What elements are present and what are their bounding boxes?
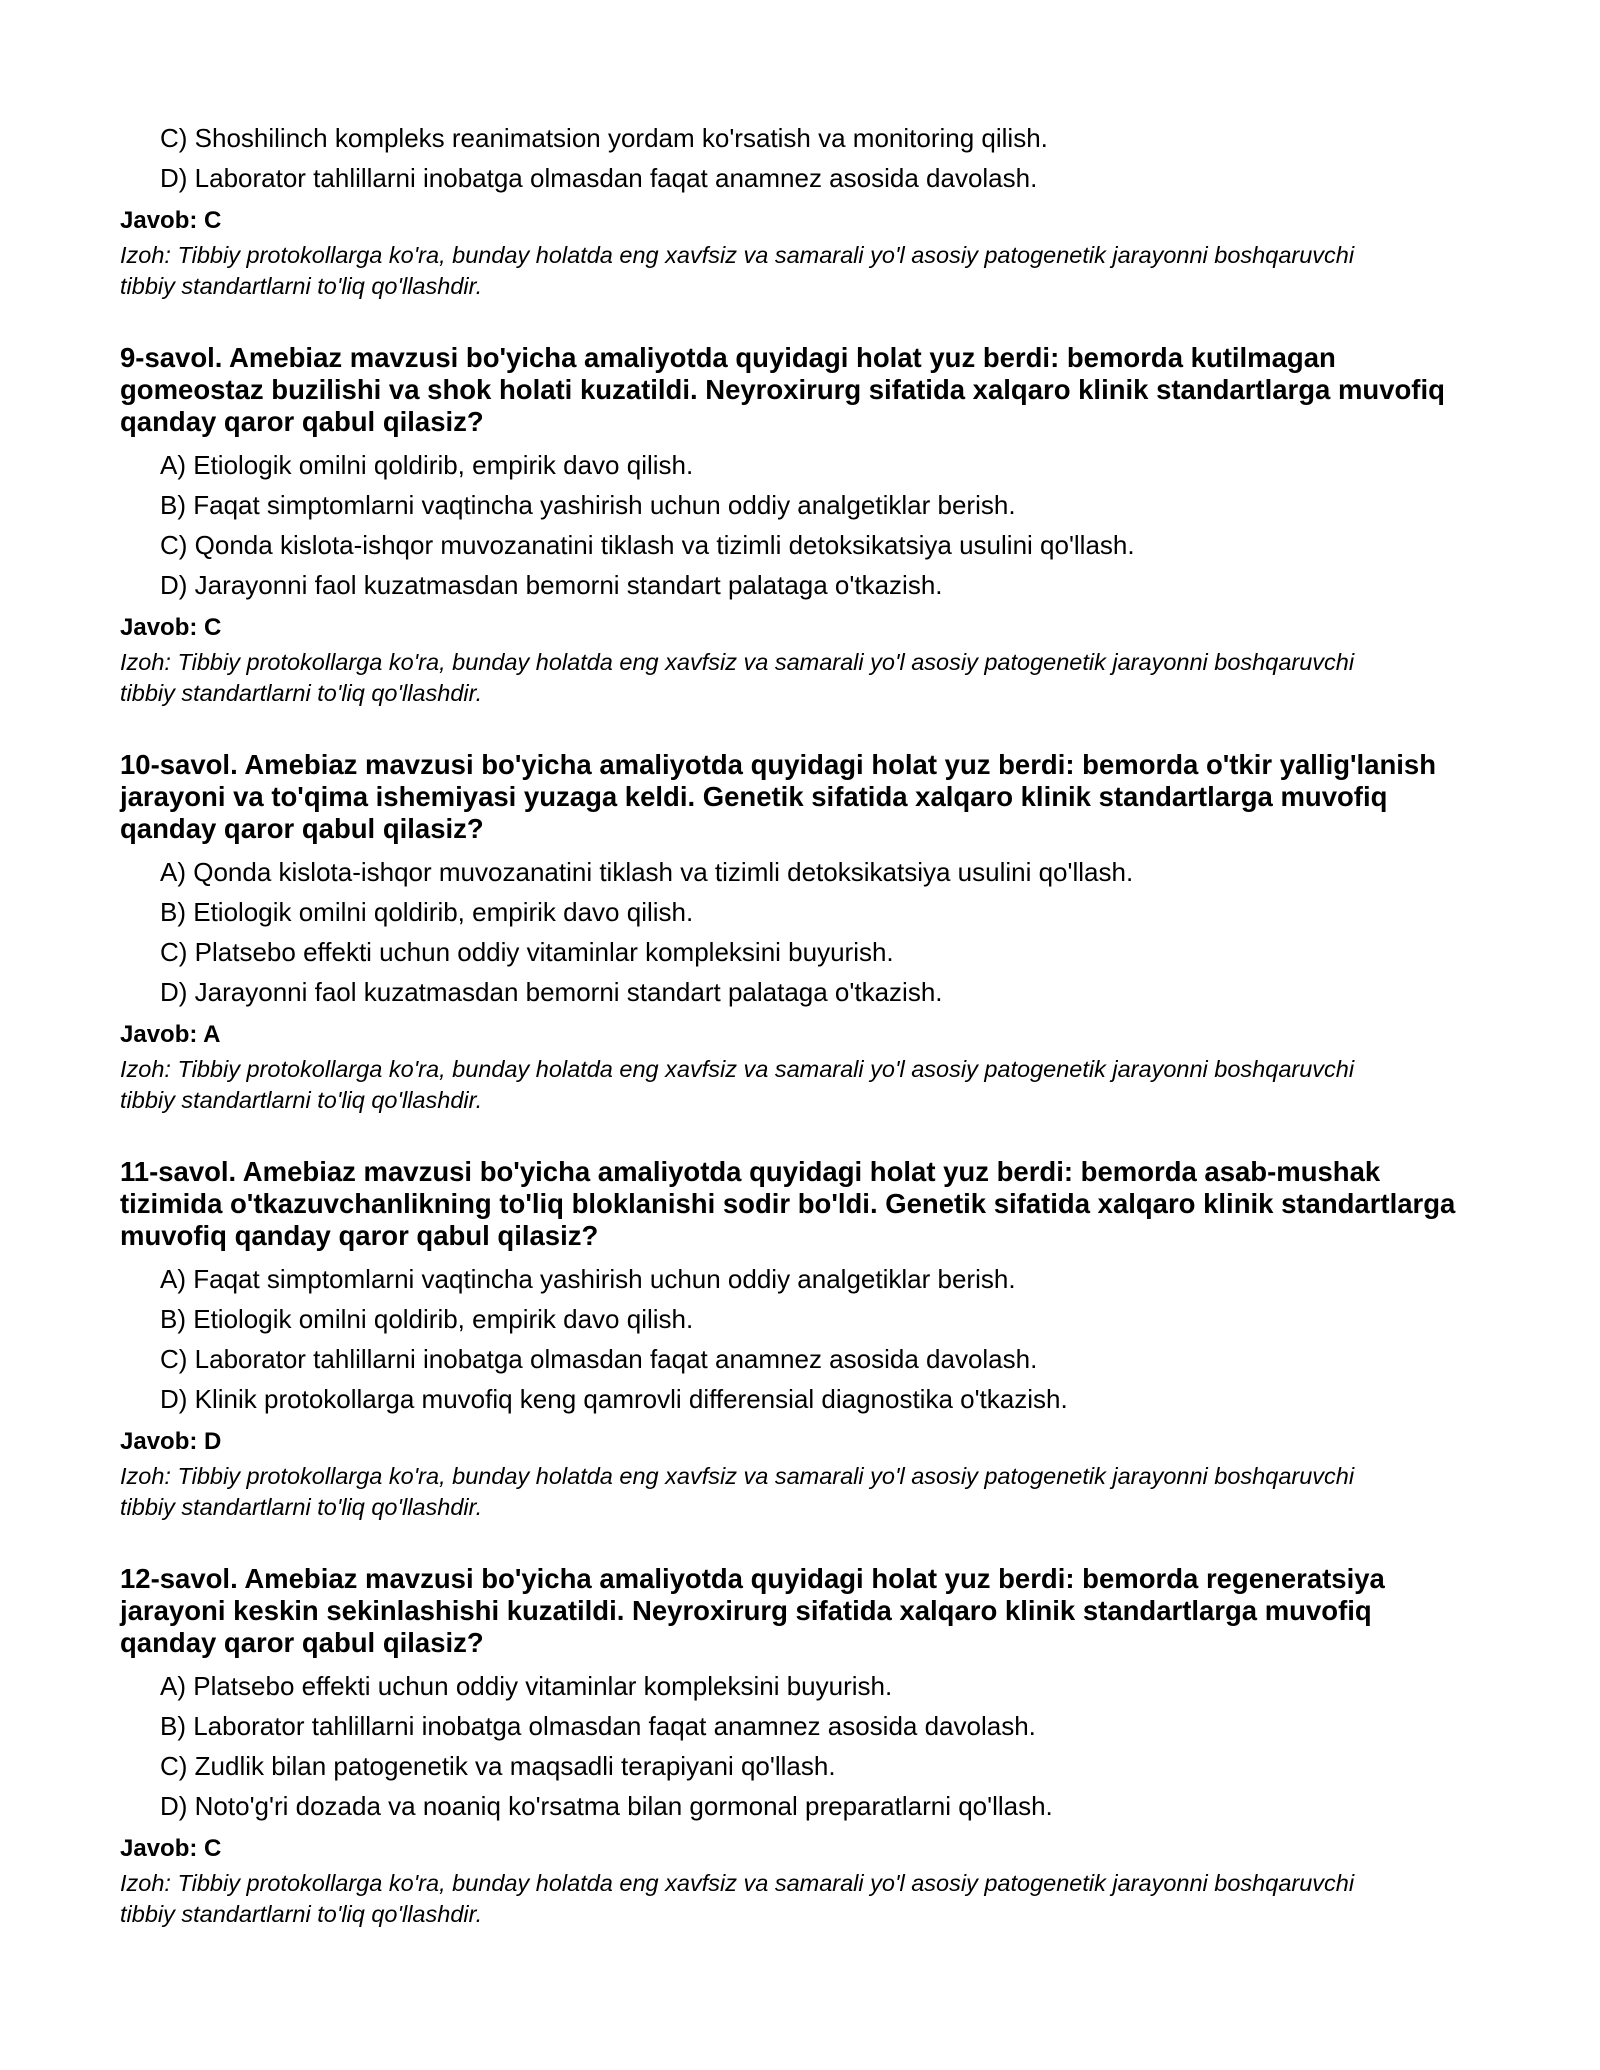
question-title: 9-savol. Amebiaz mavzusi bo'yicha amaliyotda quyidagi holat yuz berdi: bemorda kutilmagan gomeostaz buzilishi va shok holati kuzatildi. Neyroxirurg sifatida xalqaro klinik standartlarga muvofiq qanday qaror qabul qilasiz? bbox=[120, 342, 1445, 437]
answer-options bbox=[120, 1259, 1460, 1419]
option-d: D) Noto'g'ri dozada va noaniq ko'rsatma bilan gormonal preparatlarni qo'llash. bbox=[160, 1791, 1053, 1821]
question-10 bbox=[120, 749, 1460, 1116]
option-d: D) Jarayonni faol kuzatmasdan bemorni standart palataga o'tkazish. bbox=[160, 570, 943, 600]
question-title: 10-savol. Amebiaz mavzusi bo'yicha amaliyotda quyidagi holat yuz berdi: bemorda o'tkir yallig'lanish jarayoni va to'qima ishemiyasi yuzaga keldi. Genetik sifatida xalqaro klinik standartlarga muvofiq qanday qaror qabul qilasiz? bbox=[120, 749, 1437, 844]
document-page bbox=[120, 118, 1460, 1930]
option-b: B) Etiologik omilni qoldirib, empirik davo qilish. bbox=[160, 1304, 694, 1334]
option-b: B) Etiologik omilni qoldirib, empirik davo qilish. bbox=[160, 897, 694, 927]
answer-key: Javob: D bbox=[120, 1428, 222, 1455]
option-b: B) Faqat simptomlarni vaqtincha yashirish uchun oddiy analgetiklar berish. bbox=[160, 490, 1016, 520]
answer-key: Javob: C bbox=[120, 1835, 222, 1862]
option-c: C) Laborator tahlillarni inobatga olmasdan faqat anamnez asosida davolash. bbox=[160, 1344, 1038, 1374]
option-a: A) Platsebo effekti uchun oddiy vitaminlar kompleksini buyurish. bbox=[160, 1671, 893, 1701]
option-a: A) Etiologik omilni qoldirib, empirik davo qilish. bbox=[160, 450, 694, 480]
option-c: C) Qonda kislota-ishqor muvozanatini tiklash va tizimli detoksikatsiya usulini qo'llash. bbox=[160, 530, 1135, 560]
explanation-note: Izoh: Tibbiy protokollarga ko'ra, bunday holatda eng xavfsiz va samarali yo'l asosiy patogenetik jarayonni boshqaruvchi tibbiy standartlarni to'liq qo'llashdir. bbox=[120, 1056, 1355, 1113]
option-d: D) Klinik protokollarga muvofiq keng qamrovli differensial diagnostika o'tkazish. bbox=[160, 1384, 1068, 1414]
explanation-note: Izoh: Tibbiy protokollarga ko'ra, bunday holatda eng xavfsiz va samarali yo'l asosiy patogenetik jarayonni boshqaruvchi tibbiy standartlarni to'liq qo'llashdir. bbox=[120, 242, 1355, 299]
explanation-note: Izoh: Tibbiy protokollarga ko'ra, bunday holatda eng xavfsiz va samarali yo'l asosiy patogenetik jarayonni boshqaruvchi tibbiy standartlarni to'liq qo'llashdir. bbox=[120, 649, 1355, 706]
answer-key: Javob: C bbox=[120, 614, 222, 641]
option-a: A) Faqat simptomlarni vaqtincha yashirish uchun oddiy analgetiklar berish. bbox=[160, 1264, 1016, 1294]
question-title: 12-savol. Amebiaz mavzusi bo'yicha amaliyotda quyidagi holat yuz berdi: bemorda regeneratsiya jarayoni keskin sekinlashishi kuzatildi. Neyroxirurg sifatida xalqaro klinik standartlarga muvofiq qanday qaror qabul qilasiz? bbox=[120, 1563, 1385, 1658]
question-11 bbox=[120, 1156, 1460, 1523]
explanation-note: Izoh: Tibbiy protokollarga ko'ra, bunday holatda eng xavfsiz va samarali yo'l asosiy patogenetik jarayonni boshqaruvchi tibbiy standartlarni to'liq qo'llashdir. bbox=[120, 1463, 1355, 1520]
answer-key: Javob: C bbox=[120, 207, 222, 234]
option-d: D) Jarayonni faol kuzatmasdan bemorni standart palataga o'tkazish. bbox=[160, 977, 943, 1007]
option-a: A) Qonda kislota-ishqor muvozanatini tiklash va tizimli detoksikatsiya usulini qo'llash. bbox=[160, 857, 1134, 887]
option-c: C) Shoshilinch kompleks reanimatsion yordam ko'rsatish va monitoring qilish. bbox=[160, 123, 1048, 153]
answer-options bbox=[120, 1666, 1460, 1826]
answer-key: Javob: A bbox=[120, 1021, 221, 1048]
option-d: D) Laborator tahlillarni inobatga olmasdan faqat anamnez asosida davolash. bbox=[160, 163, 1038, 193]
question-12 bbox=[120, 1563, 1460, 1930]
question-title: 11-savol. Amebiaz mavzusi bo'yicha amaliyotda quyidagi holat yuz berdi: bemorda asab-mushak tizimida o'tkazuvchanlikning to'liq bloklanishi sodir bo'ldi. Genetik sifatida xalqaro klinik standartlarga muvofiq qanday qaror qabul qilasiz? bbox=[120, 1156, 1456, 1251]
answer-options bbox=[120, 118, 1460, 198]
answer-options bbox=[120, 852, 1460, 1012]
explanation-note: Izoh: Tibbiy protokollarga ko'ra, bunday holatda eng xavfsiz va samarali yo'l asosiy patogenetik jarayonni boshqaruvchi tibbiy standartlarni to'liq qo'llashdir. bbox=[120, 1870, 1355, 1927]
option-b: B) Laborator tahlillarni inobatga olmasdan faqat anamnez asosida davolash. bbox=[160, 1711, 1036, 1741]
option-c: C) Zudlik bilan patogenetik va maqsadli terapiyani qo'llash. bbox=[160, 1751, 836, 1781]
question-8-continuation bbox=[120, 118, 1460, 302]
question-9 bbox=[120, 342, 1460, 709]
answer-options bbox=[120, 445, 1460, 605]
option-c: C) Platsebo effekti uchun oddiy vitaminlar kompleksini buyurish. bbox=[160, 937, 894, 967]
